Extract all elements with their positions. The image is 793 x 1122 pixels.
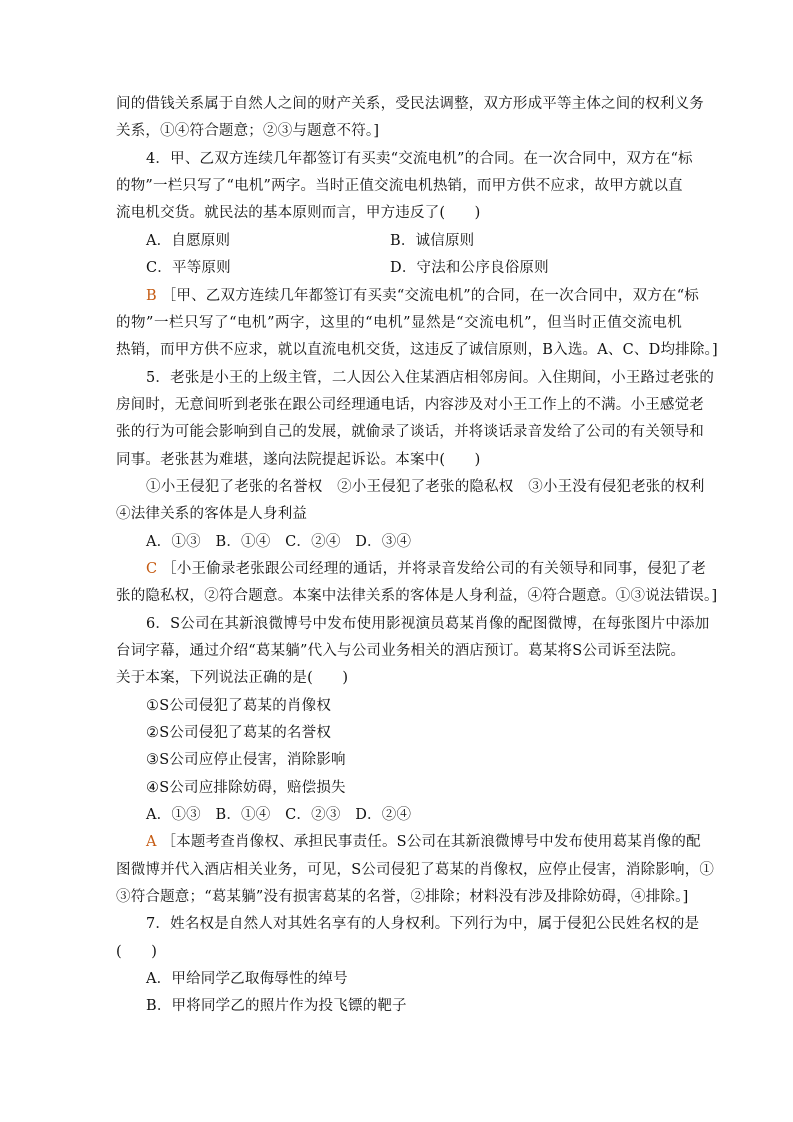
question-5-stem: 同事。老张甚为难堪，遂向法院提起诉讼。本案中( )	[116, 452, 481, 468]
question-6-explanation: A ［本题考查肖像权、承担民事责任。S公司在其新浪微博号中发布使用葛某肖像的配	[146, 834, 701, 850]
question-7-stem: 7．姓名权是自然人对其姓名享有的人身权利。下列行为中，属于侵犯公民姓名权的是	[146, 916, 700, 932]
question-5-stem: 张的行为可能会影响到自己的发展，就偷录了谈话，并将谈话录音发给了公司的有关领导和	[116, 424, 704, 440]
question-4-option-a: A．自愿原则	[146, 233, 231, 249]
question-6-answer: A	[146, 834, 157, 850]
question-6-explanation: ③符合题意；“葛某躺”没有损害葛某的名誉，②排除；材料没有涉及排除妨碍，④排除。]	[116, 889, 689, 905]
question-4-stem: 的物”一栏只写了“电机”两字。当时正值交流电机热销，而甲方供不应求，故甲方就以直	[116, 178, 683, 194]
question-6-stem: 关于本案，下列说法正确的是( )	[116, 670, 349, 686]
question-6-statement: ③S公司应停止侵害，消除影响	[146, 752, 346, 768]
question-5-explanation: C ［小王偷录老张跟公司经理的通话，并将录音发给公司的有关领导和同事，侵犯了老	[146, 561, 707, 577]
text-line: 关系，①④符合题意；②③与题意不符。]	[116, 123, 380, 139]
question-7-option-a: A．甲给同学乙取侮辱性的绰号	[146, 971, 348, 987]
question-4-stem: 流电机交货。就民法的基本原则而言，甲方违反了( )	[116, 205, 481, 221]
question-5-explanation: 张的隐私权，②符合题意。本案中法律关系的客体是人身利益，④符合题意。①③说法错误。]	[116, 588, 718, 604]
question-4-explanation: B ［甲、乙双方连续几年都签订有买卖“交流电机”的合同，在一次合同中，双方在“标	[146, 288, 700, 304]
question-6-statement: ②S公司侵犯了葛某的名誉权	[146, 725, 332, 741]
question-4-stem: 4．甲、乙双方连续几年都签订有买卖“交流电机”的合同。在一次合同中，双方在“标	[146, 151, 693, 167]
question-4-explanation: 热销，而甲方供不应求，就以直流电机交货，这违反了诚信原则，B入选。A、C、D均排除。]	[116, 342, 718, 358]
question-4-option-c: C．平等原则	[146, 260, 231, 276]
question-6-stem: 6．S公司在其新浪微博号中发布使用影视演员葛某肖像的配图微博，在每张图片中添加	[146, 616, 710, 632]
question-5-stem: 房间时，无意间听到老张在跟公司经理通电话，内容涉及对小王工作上的不满。小王感觉老	[116, 397, 704, 413]
question-5-options: A．①③ B．①④ C．②④ D．③④	[146, 534, 412, 550]
question-4-explanation: 的物”一栏只写了“电机”两字，这里的“电机”显然是“交流电机”，但当时正值交流电机	[116, 315, 682, 331]
question-6-options: A．①③ B．①④ C．②③ D．②④	[146, 807, 412, 823]
question-5-answer: C	[146, 561, 158, 577]
question-4-answer: B	[146, 288, 157, 304]
question-5-statements: ①小王侵犯了老张的名誉权 ②小王侵犯了老张的隐私权 ③小王没有侵犯老张的权利	[146, 479, 705, 495]
question-7-option-b: B．甲将同学乙的照片作为投飞镖的靶子	[146, 998, 407, 1014]
question-5-statements: ④法律关系的客体是人身利益	[116, 506, 308, 522]
question-6-explanation: 图微博并代入酒店相关业务，可见，S公司侵犯了葛某的肖像权，应停止侵害，消除影响，①	[116, 862, 715, 878]
question-6-stem: 台词字幕，通过介绍“葛某躺”代入与公司业务相关的酒店预订。葛某将S公司诉至法院。	[116, 643, 686, 659]
question-5-stem: 5．老张是小王的上级主管，二人因公入住某酒店相邻房间。入住期间，小王路过老张的	[146, 370, 715, 386]
question-7-stem: ( )	[116, 944, 158, 960]
question-6-statement: ①S公司侵犯了葛某的肖像权	[146, 698, 332, 714]
text-line: 间的借钱关系属于自然人之间的财产关系，受民法调整，双方形成平等主体之间的权利义务	[116, 96, 704, 112]
question-4-option-d: D．守法和公序良俗原则	[390, 260, 549, 276]
question-4-option-b: B．诚信原则	[390, 233, 475, 249]
question-6-statement: ④S公司应排除妨碍，赔偿损失	[146, 780, 346, 796]
